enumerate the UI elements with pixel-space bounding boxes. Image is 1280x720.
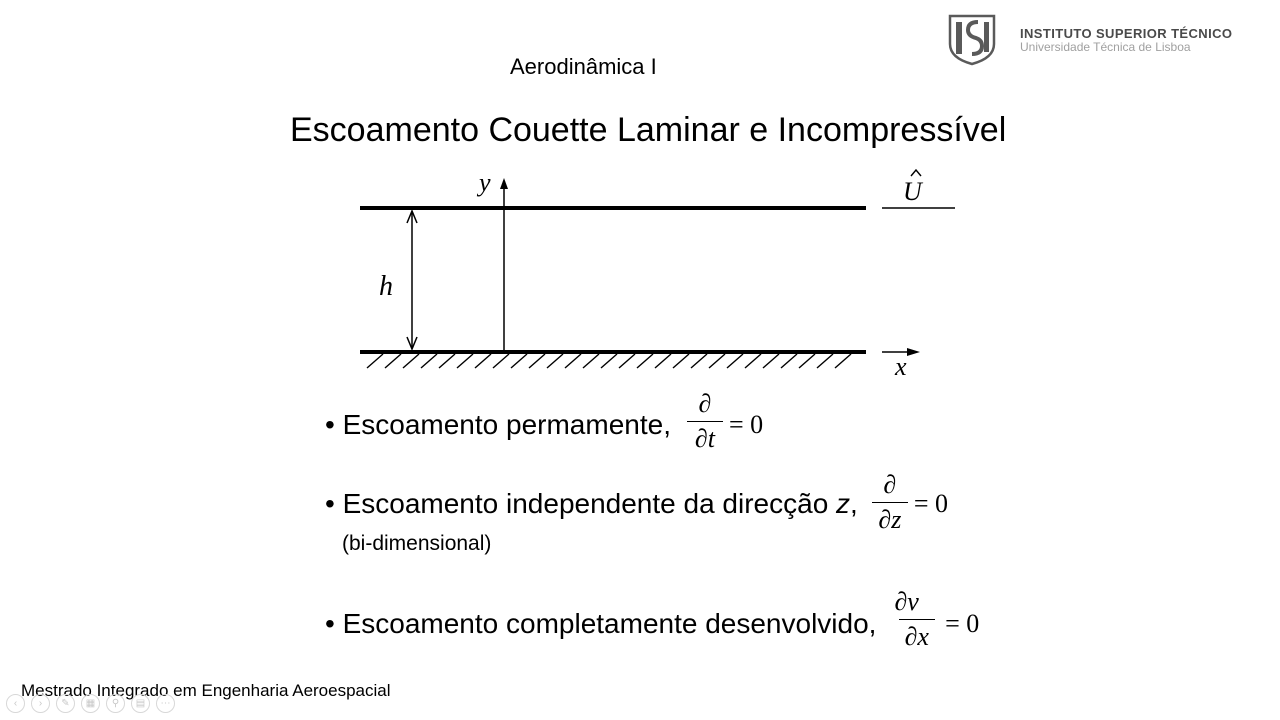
- h-label: h: [379, 271, 393, 302]
- slides-icon[interactable]: ▦: [81, 694, 100, 713]
- bullet-text: • Escoamento permamente,: [325, 408, 671, 440]
- bullet-fully-developed: • Escoamento completamente desenvolvido, $\frac{\partial v⃗}{\partial x}$ = 0: [325, 587, 980, 651]
- next-icon[interactable]: ›: [31, 694, 50, 713]
- ist-logo-icon: [948, 14, 996, 66]
- slideshow-controls: [6, 694, 175, 713]
- course-title: Aerodinâmica I: [510, 54, 657, 79]
- prev-icon[interactable]: ‹: [6, 694, 25, 713]
- bullet-2d-flow: • Escoamento independente da direcção z , $\frac{\partial}{\partial z}$ = 0: [325, 470, 948, 534]
- subtitles-icon[interactable]: ▤: [131, 694, 150, 713]
- wall-hatch: [367, 354, 851, 368]
- velocity-label: U: [903, 177, 922, 206]
- x-axis-label: x: [895, 352, 907, 381]
- bullet-text: • Escoamento independente da direcção: [325, 487, 829, 519]
- bullet-text: • Escoamento completamente desenvolvido,: [325, 607, 877, 639]
- bullet-steady-flow: • Escoamento permamente, $\frac{\partial}{\partial t}$ = 0: [325, 389, 764, 453]
- slide-title: Escoamento Couette Laminar e Incompressível: [290, 111, 1007, 149]
- bidimensional-note: (bi-dimensional): [342, 532, 492, 555]
- institution-subtitle: Universidade Técnica de Lisboa: [1020, 40, 1191, 54]
- more-icon[interactable]: ⋯: [156, 694, 175, 713]
- partial-derivative-x: $\frac{\partial v⃗}{\partial x}$: [894, 587, 940, 651]
- zoom-icon[interactable]: ⚲: [106, 694, 125, 713]
- institution-name: INSTITUTO SUPERIOR TÉCNICO: [1020, 26, 1233, 41]
- footer-program: Mestrado Integrado em Engenharia Aeroespacial: [21, 681, 391, 700]
- couette-flow-diagram: [355, 165, 955, 390]
- pen-icon[interactable]: ✎: [56, 694, 75, 713]
- y-axis-label: y: [479, 168, 491, 197]
- partial-derivative-t: $\frac{\partial}{\partial t}$: [687, 389, 723, 454]
- partial-derivative-z: $\frac{\partial}{\partial z}$: [872, 470, 908, 535]
